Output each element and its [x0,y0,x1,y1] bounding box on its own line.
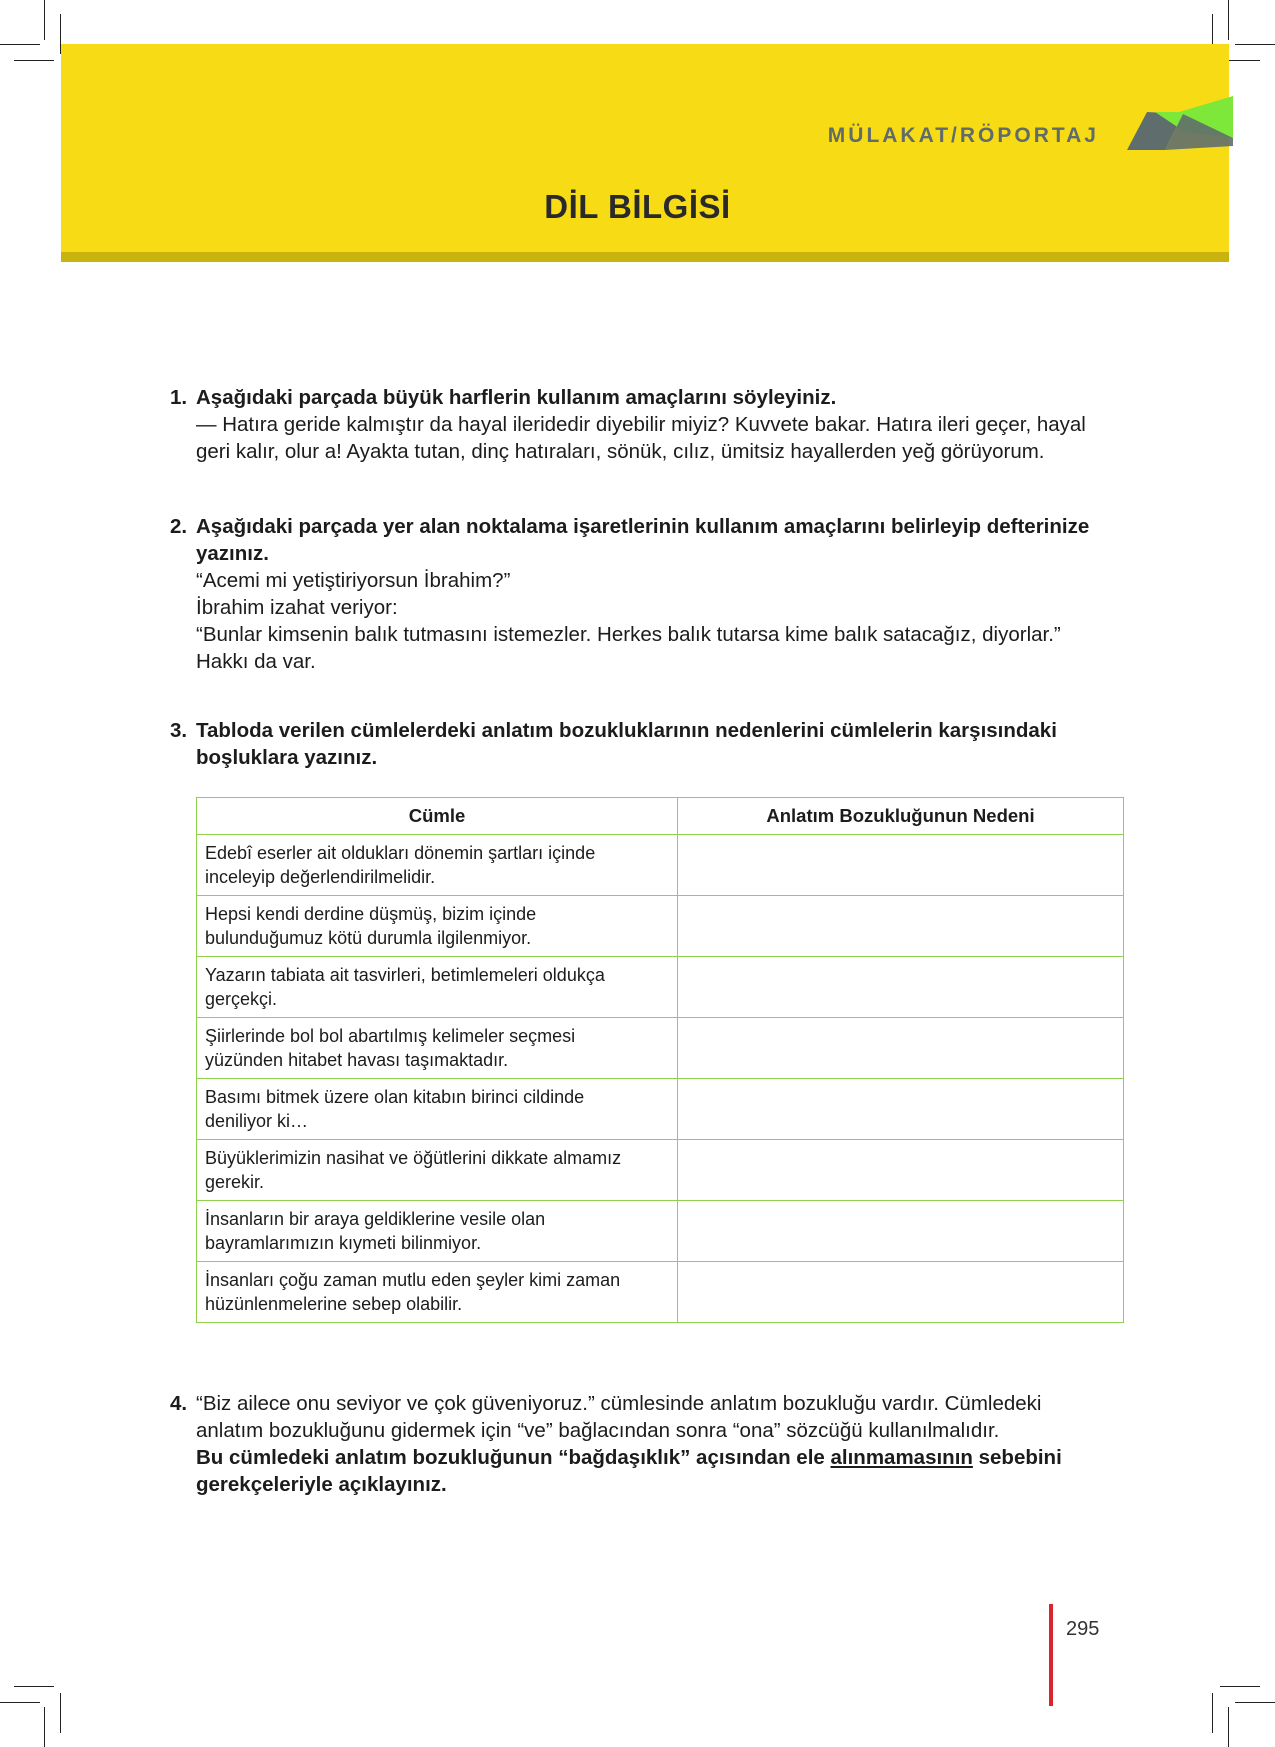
question-4 [170,1390,1100,1498]
crop-mark [1235,44,1275,45]
analysis-table [196,797,1124,1323]
sentence-cell [197,1140,678,1201]
crop-mark [1220,1686,1260,1687]
crop-mark [0,44,40,45]
prompt-text: sebebini [972,1446,1062,1469]
sentence-line: deniliyor ki… [205,1111,309,1131]
sentence-line: bulunduğumuz kötü durumla ilgilenmiyor. [205,928,532,948]
section-label: MÜLAKAT/RÖPORTAJ [827,124,1099,147]
crop-mark [14,1686,54,1687]
answer-cell[interactable] [678,1262,1124,1323]
sentence-line: inceleyip değerlendirilmelidir. [205,867,436,887]
table-row [197,835,1124,896]
prompt-text: Bu cümledeki anlatım bozukluğunun “bağdaşıklık” açısından ele [196,1446,831,1469]
sentence-line: gerçekçi. [205,989,278,1009]
sentence-line: İnsanların bir araya geldiklerine vesile olan [205,1209,546,1229]
question-prompt: gerekçeleriyle açıklayınız. [196,1473,447,1496]
question-number: 2. [170,515,188,538]
decorative-stripe-icon [1125,94,1233,150]
sentence-line: Büyüklerimizin nasihat ve öğütlerini dikkate almamız [205,1148,622,1168]
sentence-cell [197,1201,678,1262]
page-title: DİL BİLGİSİ [544,188,731,225]
table-row [197,957,1124,1018]
table-row [197,1018,1124,1079]
prompt-underlined-word: alınmamasının [830,1446,973,1469]
question-number: 3. [170,719,188,742]
crop-mark [0,1702,40,1703]
question-prompt: Tabloda verilen cümlelerdeki anlatım bozukluklarının nedenlerini cümlelerin karşısındaki [196,719,1057,742]
sentence-cell [197,1079,678,1140]
sentence-line: Basımı bitmek üzere olan kitabın birinci cildinde [205,1087,585,1107]
table-row [197,1079,1124,1140]
sentence-line: hüzünlenmelerine sebep olabilir. [205,1294,463,1314]
passage-line: geri kalır, olur a! Ayakta tutan, dinç hatıraları, sönük, cılız, ümitsiz hayallerden yeğ görüyorum. [196,440,1045,463]
answer-cell[interactable] [678,1079,1124,1140]
crop-mark [1235,1702,1275,1703]
answer-cell[interactable] [678,835,1124,896]
table-header: Cümle [197,798,678,835]
table-row [197,896,1124,957]
sentence-cell [197,835,678,896]
question-prompt: Aşağıdaki parçada yer alan noktalama işaretlerinin kullanım amaçlarını belirleyip defterinize [196,515,1090,538]
crop-mark [1212,1693,1213,1733]
passage-line: Hakkı da var. [196,650,316,673]
crop-mark [44,1707,45,1747]
sentence-cell [197,957,678,1018]
header-banner-shadow [61,252,1229,262]
crop-mark [1228,1707,1229,1747]
passage-line: — Hatıra geride kalmıştır da hayal ileridedir diyebilir miyiz? Kuvvete bakar. Hatıra ileri geçer, hayal [196,413,1086,436]
passage-line: İbrahim izahat veriyor: [196,596,398,619]
question-number: 1. [170,386,188,409]
page-number-bar [1049,1604,1053,1706]
answer-cell[interactable] [678,1018,1124,1079]
sentence-cell [197,1018,678,1079]
sentence-cell [197,896,678,957]
question-prompt: Aşağıdaki parçada büyük harflerin kullanım amaçlarını söyleyiniz. [196,386,837,409]
sentence-line: yüzünden hitabet havası taşımaktadır. [205,1050,509,1070]
question-prompt: boşluklara yazınız. [196,746,378,769]
crop-mark [44,0,45,40]
passage-line: anlatım bozukluğunu gidermek için “ve” bağlacından sonra “ona” sözcüğü kullanılmalıdır. [196,1419,1000,1442]
passage-line: “Biz ailece onu seviyor ve çok güveniyoruz.” cümlesinde anlatım bozukluğu vardır. Cümledeki [196,1392,1042,1415]
table-row [197,1201,1124,1262]
question-prompt [196,1444,1100,1471]
sentence-line: bayramlarımızın kıymeti bilinmiyor. [205,1233,482,1253]
passage-line: “Acemi mi yetiştiriyorsun İbrahim?” [196,569,511,592]
crop-mark [14,60,54,61]
passage-line: “Bunlar kimsenin balık tutmasını istemezler. Herkes balık tutarsa kime balık satacağız, diyorlar.” [196,623,1061,646]
sentence-line: Hepsi kendi derdine düşmüş, bizim içinde [205,904,537,924]
sentence-line: İnsanları çoğu zaman mutlu eden şeyler kimi zaman [205,1270,621,1290]
table-header: Anlatım Bozukluğunun Nedeni [678,798,1124,835]
table-header-row [197,798,1124,835]
answer-cell[interactable] [678,1140,1124,1201]
sentence-cell [197,1262,678,1323]
sentence-line: Şiirlerinde bol bol abartılmış kelimeler seçmesi [205,1026,576,1046]
crop-mark [60,1693,61,1733]
sentence-line: Edebî eserler ait oldukları dönemin şartları içinde [205,843,596,863]
crop-mark [1228,0,1229,40]
question-3 [170,717,1100,771]
answer-cell[interactable] [678,1201,1124,1262]
sentence-line: Yazarın tabiata ait tasvirleri, betimlemeleri oldukça [205,965,605,985]
table-row [197,1262,1124,1323]
sentence-line: gerekir. [205,1172,265,1192]
table-row [197,1140,1124,1201]
question-2 [170,513,1100,675]
answer-cell[interactable] [678,957,1124,1018]
question-1 [170,384,1100,465]
answer-cell[interactable] [678,896,1124,957]
page-number: 295 [1066,1618,1100,1640]
question-prompt: yazınız. [196,542,269,565]
question-number: 4. [170,1392,188,1415]
